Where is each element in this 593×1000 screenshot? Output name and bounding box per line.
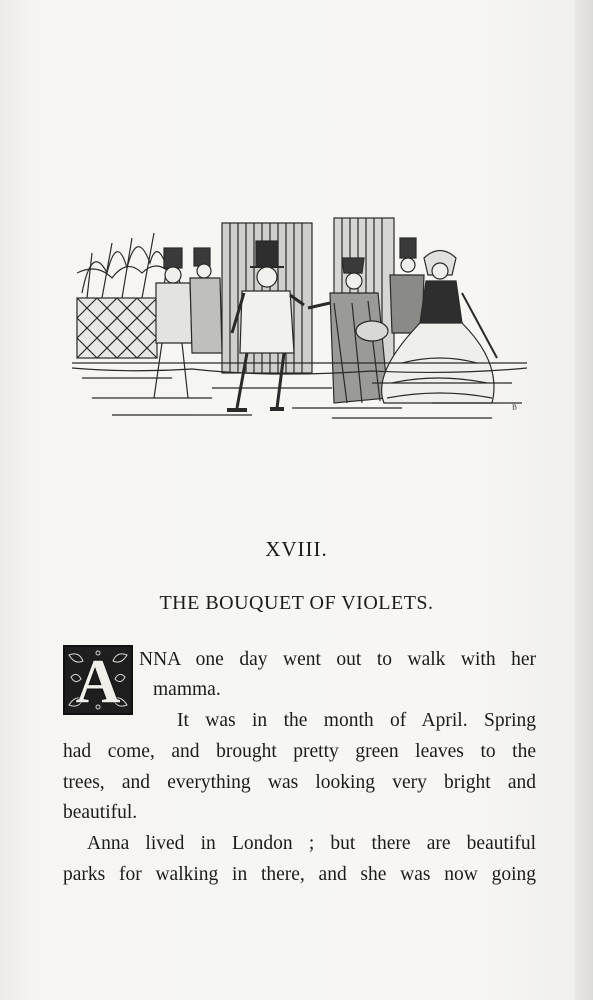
text-line-1-content: NNA one day went out to walk with her bbox=[139, 649, 536, 670]
text-line-8-content: parks for walking in there, and she was now going bbox=[63, 864, 536, 885]
text-line-6: beautiful. bbox=[63, 802, 138, 823]
text-line-3-content: It was in the month of April. Spring bbox=[177, 710, 536, 731]
man-with-top-hat-1 bbox=[154, 248, 192, 398]
text-line-4-content: had come, and brought pretty green leaves to the bbox=[63, 741, 536, 762]
text-line-5 bbox=[63, 771, 536, 795]
chapter-illustration bbox=[72, 213, 527, 428]
dropcap-letter: A bbox=[75, 648, 121, 716]
text-line-7 bbox=[87, 832, 536, 856]
chapter-number: XVIII. bbox=[265, 537, 328, 561]
text-line-8 bbox=[63, 863, 536, 887]
text-line-5-content: trees, and everything was looking very bright and bbox=[63, 772, 536, 793]
decorated-initial bbox=[63, 645, 133, 715]
text-line-2: mamma. bbox=[153, 679, 221, 700]
artist-signature: ᴮ bbox=[512, 402, 517, 416]
page-gutter bbox=[575, 0, 593, 1000]
chapter-title: THE BOUQUET OF VIOLETS. bbox=[159, 592, 434, 614]
text-line-3 bbox=[177, 709, 536, 733]
text-line-1 bbox=[139, 648, 536, 672]
text-line-7-content: Anna lived in London ; but there are beautiful bbox=[87, 833, 536, 854]
man-with-top-hat-2 bbox=[190, 248, 222, 353]
text-line-4 bbox=[63, 740, 536, 764]
man-in-background bbox=[390, 238, 424, 333]
